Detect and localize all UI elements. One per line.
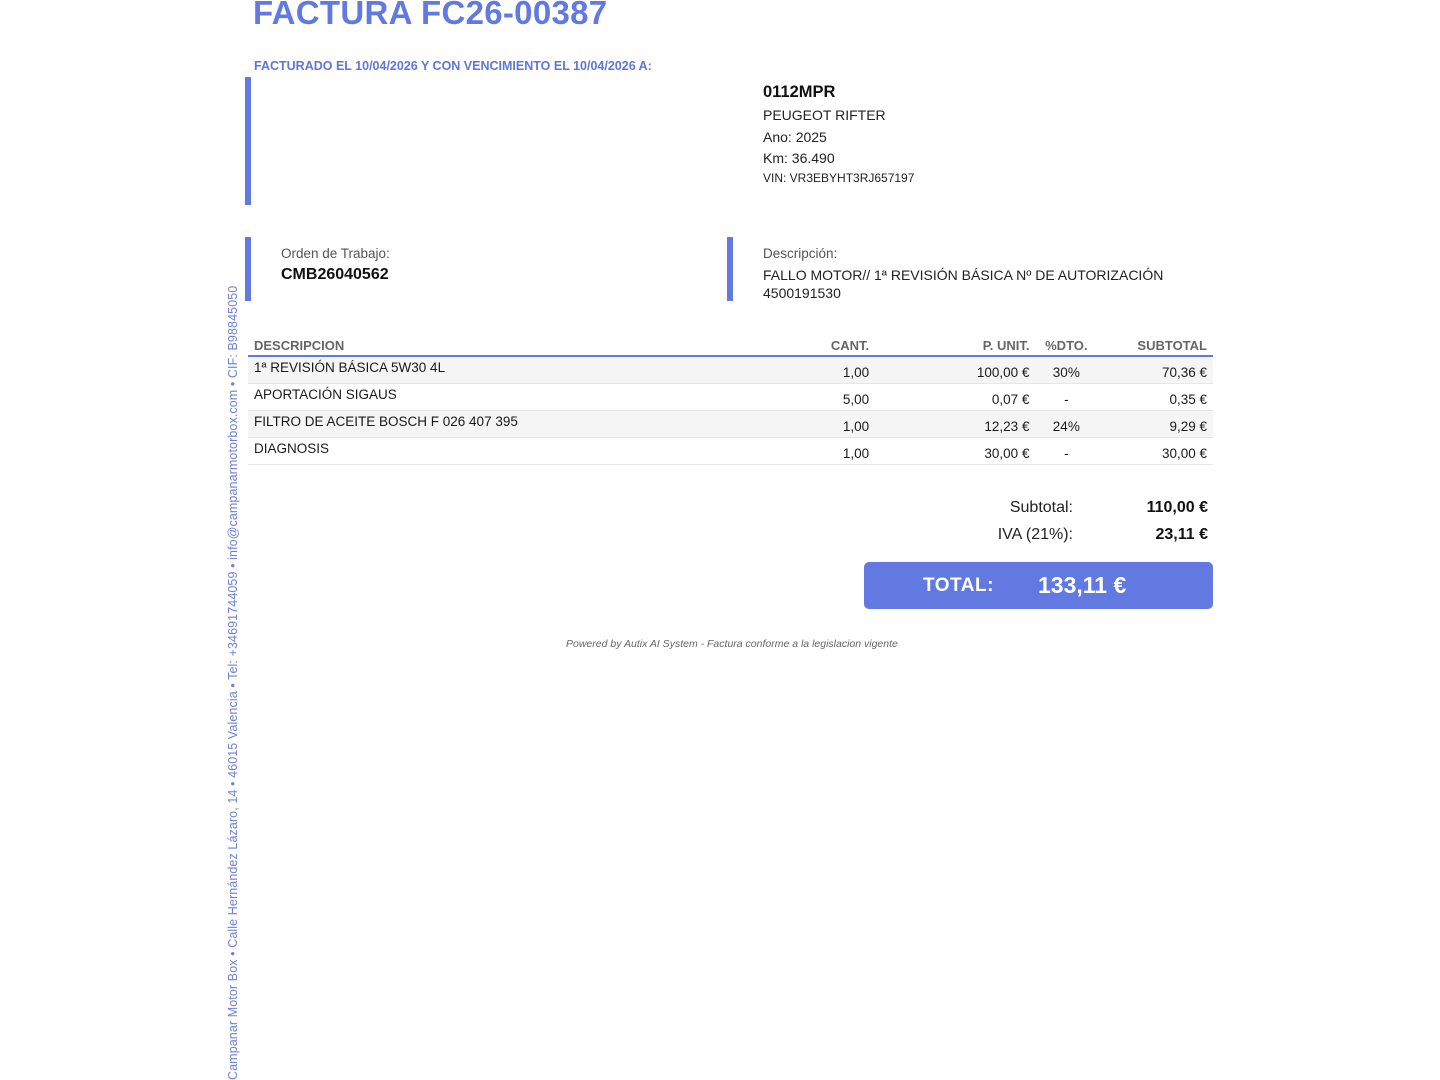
vehicle-plate: 0112MPR xyxy=(763,83,836,101)
company-info-strip: Campanar Motor Box • Calle Hernández Lázaro, 14 • 46015 Valencia • Tel: +34691744059 • info@campanarmotorbox.com • CIF: B98845050 xyxy=(226,285,240,1080)
row-unit-price: 0,07 € xyxy=(877,384,1035,411)
table-row xyxy=(248,356,1213,384)
header-subtotal: SUBTOTAL xyxy=(1097,335,1213,356)
row-discount: - xyxy=(1035,384,1097,411)
customer-accent-bar xyxy=(245,77,251,205)
row-unit-price: 100,00 € xyxy=(877,356,1035,384)
row-unit-price: 30,00 € xyxy=(877,438,1035,465)
description-accent-bar xyxy=(727,237,733,301)
work-order-label: Orden de Trabajo: xyxy=(281,246,390,261)
row-unit-price: 12,23 € xyxy=(877,411,1035,438)
vehicle-info xyxy=(763,83,914,185)
description-text: FALLO MOTOR// 1ª REVISIÓN BÁSICA Nº DE AUTORIZACIÓN 4500191530 xyxy=(763,267,1164,301)
table-row xyxy=(248,411,1213,438)
vehicle-km: Km: 36.490 xyxy=(763,150,835,166)
row-discount: - xyxy=(1035,438,1097,465)
row-description: 1ª REVISIÓN BÁSICA 5W30 4L xyxy=(248,356,804,384)
row-subtotal: 30,00 € xyxy=(1097,438,1213,465)
grand-total-box xyxy=(864,562,1213,609)
work-order-number: CMB26040562 xyxy=(281,266,389,283)
header-discount: %DTO. xyxy=(1035,335,1097,356)
table-header-row xyxy=(248,335,1213,356)
table-row xyxy=(248,438,1213,465)
table-row xyxy=(248,384,1213,411)
work-order-block xyxy=(281,246,390,284)
row-subtotal: 9,29 € xyxy=(1097,411,1213,438)
row-quantity: 1,00 xyxy=(804,411,877,438)
invoice-title: FACTURA FC26-00387 xyxy=(253,0,608,31)
header-description: DESCRIPCION xyxy=(248,335,804,356)
work-order-accent-bar xyxy=(245,237,251,301)
powered-by-footer: Powered by Autix AI System - Factura conforme a la legislacion vigente xyxy=(566,638,898,650)
row-quantity: 1,00 xyxy=(804,356,877,384)
description-label: Descripción: xyxy=(763,246,838,261)
vehicle-year: Ano: 2025 xyxy=(763,128,827,145)
row-description: FILTRO DE ACEITE BOSCH F 026 407 395 xyxy=(248,411,804,438)
vehicle-vin: VIN: VR3EBYHT3RJ657197 xyxy=(763,170,915,185)
row-subtotal: 0,35 € xyxy=(1097,384,1213,411)
row-discount: 24% xyxy=(1035,411,1097,438)
subtotal-row xyxy=(940,499,1208,526)
total-label: TOTAL: xyxy=(923,575,994,596)
iva-value: 23,11 € xyxy=(1155,526,1208,543)
iva-label: IVA (21%): xyxy=(997,526,1073,543)
header-unit-price: P. UNIT. xyxy=(877,335,1035,356)
total-value: 133,11 € xyxy=(1038,572,1127,598)
line-items-table xyxy=(248,335,1213,465)
row-quantity: 5,00 xyxy=(804,384,877,411)
billing-dates: FACTURADO EL 10/04/2026 Y CON VENCIMIENTO EL 10/04/2026 A: xyxy=(254,59,652,73)
row-quantity: 1,00 xyxy=(804,438,877,465)
totals-summary xyxy=(940,499,1208,553)
subtotal-label: Subtotal: xyxy=(1009,499,1073,516)
description-block xyxy=(763,246,1203,302)
row-discount: 30% xyxy=(1035,356,1097,384)
header-quantity: CANT. xyxy=(804,335,877,356)
row-description: DIAGNOSIS xyxy=(248,438,804,465)
row-subtotal: 70,36 € xyxy=(1097,356,1213,384)
subtotal-value: 110,00 € xyxy=(1146,499,1208,516)
vehicle-model: PEUGEOT RIFTER xyxy=(763,107,886,123)
iva-row xyxy=(940,526,1208,553)
row-description: APORTACIÓN SIGAUS xyxy=(248,384,804,411)
